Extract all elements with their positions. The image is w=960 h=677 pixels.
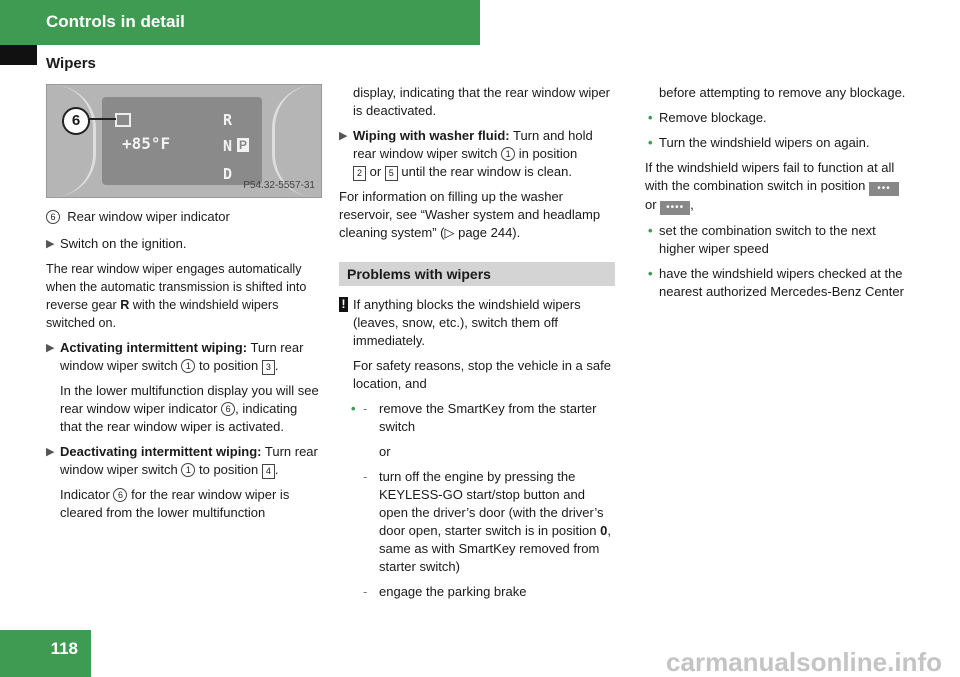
bullet-text: Remove blockage. <box>659 110 767 125</box>
section-title: Wipers <box>46 55 96 72</box>
position-label: 0 <box>600 523 608 538</box>
column-3 <box>645 84 913 308</box>
fail-text-b: , <box>690 197 694 212</box>
step-text: . <box>274 358 279 373</box>
callout-num: 6 <box>46 210 60 224</box>
warning <box>339 296 615 350</box>
speed-symbol-icon: ••• <box>869 182 899 196</box>
gear-d: D <box>223 165 233 183</box>
instrument-cluster-figure <box>46 84 322 198</box>
detail-text: , indicating that the rear window wiper is activated. <box>60 401 298 434</box>
fail-text-a: If the windshield wipers fail to function at all with the combination switch in position <box>645 160 895 193</box>
speed-symbol-icon: •••• <box>660 201 690 215</box>
detail-text: In the lower multifunction display you will see rear window wiper indicator <box>60 383 319 416</box>
step-heading: Activating intermittent wiping: <box>60 340 248 355</box>
step-activate-detail <box>46 382 322 436</box>
indicator-num: 6 <box>113 488 127 502</box>
callout-6: 6 <box>62 107 90 135</box>
step-washer <box>339 127 615 181</box>
fail-text <box>645 159 913 215</box>
warning-icon: ! <box>339 297 348 312</box>
section-tab-marker <box>0 45 37 65</box>
dash-text: engage the parking brake <box>379 584 527 599</box>
step-arrow-icon: ▶ <box>46 342 55 354</box>
chapter-title: Controls in detail <box>46 12 185 31</box>
dash-item-1 <box>339 400 615 436</box>
bullet-checked <box>645 265 913 301</box>
step-activate <box>46 339 322 375</box>
washer-info: For information on filling up the washer reservoir, see “Washer system and headlamp cleaning system” (▷ page 244). <box>339 189 601 240</box>
position-num: 4 <box>262 464 275 479</box>
gear-n: N <box>223 137 233 155</box>
safety-text: For safety reasons, stop the vehicle in a safe location, and <box>353 358 611 391</box>
page-number: 118 <box>50 639 78 658</box>
step-deactivate-detail <box>46 486 322 522</box>
position-num: 5 <box>385 166 398 181</box>
caption-text: Rear window wiper indicator <box>67 209 230 224</box>
bullet-remove <box>645 109 913 127</box>
switch-num: 1 <box>501 147 515 161</box>
column-1 <box>46 84 322 529</box>
bullet-icon: • <box>351 401 356 416</box>
bullet-icon: • <box>648 223 653 238</box>
step-arrow-icon: ▶ <box>46 238 55 250</box>
column-2 <box>339 84 615 608</box>
bullet-text: set the combination switch to the next higher wiper speed <box>659 223 876 256</box>
bullet-icon: • <box>648 110 653 125</box>
detail-text: Indicator <box>60 487 114 502</box>
bullet-text: have the windshield wipers checked at the nearest authorized Mercedes-Benz Center <box>659 266 904 299</box>
bullet-text: Turn the windshield wipers on again. <box>659 135 870 150</box>
bullet-icon: • <box>648 135 653 150</box>
gauge-left <box>53 85 96 197</box>
bullet-turn-on <box>645 134 913 152</box>
deactivate-cont: display, indicating that the rear window wiper is deactivated. <box>353 85 611 118</box>
step-text: to position <box>195 462 262 477</box>
position-num: 2 <box>353 166 366 181</box>
warning-text: If anything blocks the windshield wipers (leaves, snow, etc.), switch them off immediately. <box>353 297 581 348</box>
gear-r: R <box>223 111 233 129</box>
rear-wiper-indicator-icon <box>115 113 131 127</box>
chapter-header <box>0 0 480 45</box>
dash-text: , same as with SmartKey removed from starter switch) <box>379 523 611 574</box>
step-heading: Wiping with washer fluid: <box>353 128 510 143</box>
step-heading: Deactivating intermittent wiping: <box>60 444 262 459</box>
step-text: until the rear window is clean. <box>397 164 572 179</box>
gear-p: P <box>238 138 247 152</box>
step-ignition <box>46 235 322 253</box>
problems-heading: Problems with wipers <box>339 262 615 286</box>
dash-item-2 <box>339 468 615 576</box>
step-deactivate <box>46 443 322 479</box>
step-text: . <box>274 462 279 477</box>
dash-text: turn off the engine by pressing the KEYLESS-GO start/stop button and open the driver’s door (with the driver’s door open, starter switch is in position <box>379 469 604 538</box>
or-text: or <box>379 444 391 459</box>
blockage-cont: before attempting to remove any blockage. <box>659 85 906 100</box>
indicator-num: 6 <box>221 402 235 416</box>
figure-code: P54.32-5557-31 <box>243 180 315 191</box>
dash-item-3 <box>339 583 615 601</box>
dash-icon: - <box>363 469 368 484</box>
para-text: with the windshield wipers switched on. <box>46 298 279 330</box>
page-number-box <box>0 630 91 677</box>
step-text: Turn rear window wiper switch <box>60 444 318 477</box>
step-text: Turn rear window wiper switch <box>60 340 304 373</box>
para-reverse <box>46 260 322 332</box>
step-text: to position <box>195 358 262 373</box>
step-arrow-icon: ▶ <box>339 130 348 142</box>
dash-icon: - <box>363 401 368 416</box>
gear-label: R <box>120 298 130 312</box>
para-text: The rear window wiper engages automatically when the automatic transmission is shifted into reverse gear <box>46 262 307 312</box>
temperature-readout: +85°F <box>122 134 171 153</box>
switch-num: 1 <box>181 359 195 373</box>
figure-caption <box>46 208 322 226</box>
step-text: in position <box>515 146 578 161</box>
step-text: Switch on the ignition. <box>60 236 187 251</box>
detail-text: for the rear window wiper is cleared from the lower multifunction <box>60 487 290 520</box>
step-arrow-icon: ▶ <box>46 446 55 458</box>
bullet-next-speed <box>645 222 913 258</box>
position-num: 3 <box>262 360 275 375</box>
step-text: or <box>366 164 385 179</box>
watermark: carmanualsonline.info <box>666 647 942 677</box>
dash-icon: - <box>363 584 368 599</box>
bullet-icon: • <box>648 266 653 281</box>
callout-leader <box>88 118 116 120</box>
switch-num: 1 <box>181 463 195 477</box>
fail-or: or <box>645 197 661 212</box>
step-text: Turn and hold rear window wiper switch <box>353 128 593 161</box>
dash-text: remove the SmartKey from the starter switch <box>379 401 597 434</box>
